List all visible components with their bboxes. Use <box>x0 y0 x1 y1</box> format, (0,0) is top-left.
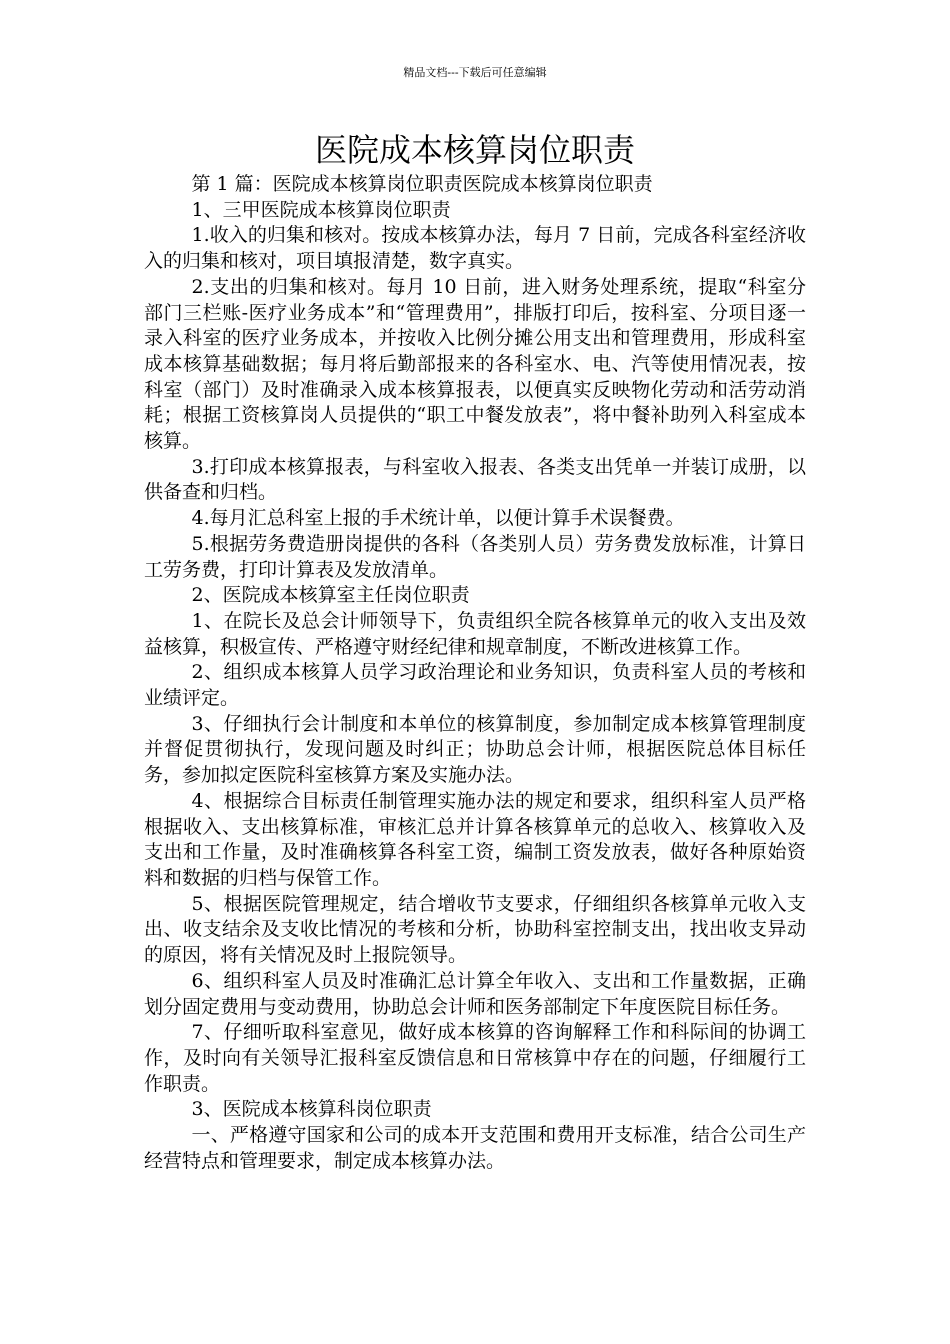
paragraph: 3、仔细执行会计制度和本单位的核算制度，参加制定成本核算管理制度并督促贯彻执行，发现问题及时纠正；协助总会计师，根据医院总体目标任务，参加拟定医院科室核算方案及实施办法。 <box>144 712 806 787</box>
paragraph: 1、在院长及总会计师领导下，负责组织全院各核算单元的收入支出及效益核算，积极宣传、严格遵守财经纪律和规章制度，不断改进核算工作。 <box>144 609 806 658</box>
paragraph: 6、组织科室人员及时准确汇总计算全年收入、支出和工作量数据，正确划分固定费用与变动费用，协助总会计师和医务部制定下年度医院目标任务。 <box>144 969 806 1018</box>
paragraph: 5.根据劳务费造册岗提供的各科（各类别人员）劳务费发放标准，计算日工劳务费，打印计算表及发放清单。 <box>144 532 806 581</box>
document-title: 医院成本核算岗位职责 <box>314 131 635 169</box>
paragraph: 2、组织成本核算人员学习政治理论和业务知识，负责科室人员的考核和业绩评定。 <box>144 661 806 710</box>
paragraph: 3.打印成本核算报表，与科室收入报表、各类支出凭单一并装订成册，以供备查和归档。 <box>144 455 806 504</box>
paragraph: 4.每月汇总科室上报的手术统计单，以便计算手术误餐费。 <box>191 507 685 530</box>
paragraph: 5、根据医院管理规定，结合增收节支要求，仔细组织各核算单元收入支出、收支结余及支收比情况的考核和分析，协助科室控制支出，找出收支异动的原因，将有关情况及时上报院领导。 <box>144 892 806 967</box>
paragraph: 一、严格遵守国家和公司的成本开支范围和费用开支标准，结合公司生产经营特点和管理要求，制定成本核算办法。 <box>144 1124 806 1172</box>
paragraph-section-heading: 1、三甲医院成本核算岗位职责 <box>191 198 451 221</box>
paragraph-chapter-heading: 第 1 篇：医院成本核算岗位职责医院成本核算岗位职责 <box>191 173 653 195</box>
paragraph: 7、仔细听取科室意见，做好成本核算的咨询解释工作和科际间的协调工作，及时向有关领导汇报科室反馈信息和日常核算中存在的问题，仔细履行工作职责。 <box>144 1021 806 1095</box>
paragraph-section-heading: 2、医院成本核算室主任岗位职责 <box>191 584 470 607</box>
paragraph: 1.收入的归集和核对。按成本核算办法，每月 7 日前，完成各科室经济收入的归集和核对，项目填报清楚，数字真实。 <box>144 224 806 273</box>
paragraph: 4、根据综合目标责任制管理实施办法的规定和要求，组织科室人员严格根据收入、支出核算标准，审核汇总并计算各核算单元的总收入、核算收入及支出和工作量，及时准确核算各科室工资，编制工资发放表，做好各种原始资料和数据的归档与保管工作。 <box>144 789 806 889</box>
paragraph: 2.支出的归集和核对。每月 10 日前，进入财务处理系统，提取“科室分部门三栏账-医疗业务成本”和“管理费用”，排版打印后，按科室、分项目逐一录入科室的医疗业务成本，并按收入比例分摊公用支出和管理费用，形成科室成本核算基础数据；每月将后勤部报来的各科室水、电、汽等使用情况表，按科室（部门）及时准确录入成本核算报表，以便真实反映物化劳动和活劳动消耗；根据工资核算岗人员提供的“职工中餐发放表”，将中餐补助列入科室成本核算。 <box>144 275 806 453</box>
paragraph-section-heading: 3、医院成本核算科岗位职责 <box>191 1098 432 1121</box>
document-body <box>144 172 806 1174</box>
header-note: 精品文档---下载后可任意编辑 <box>403 66 547 79</box>
